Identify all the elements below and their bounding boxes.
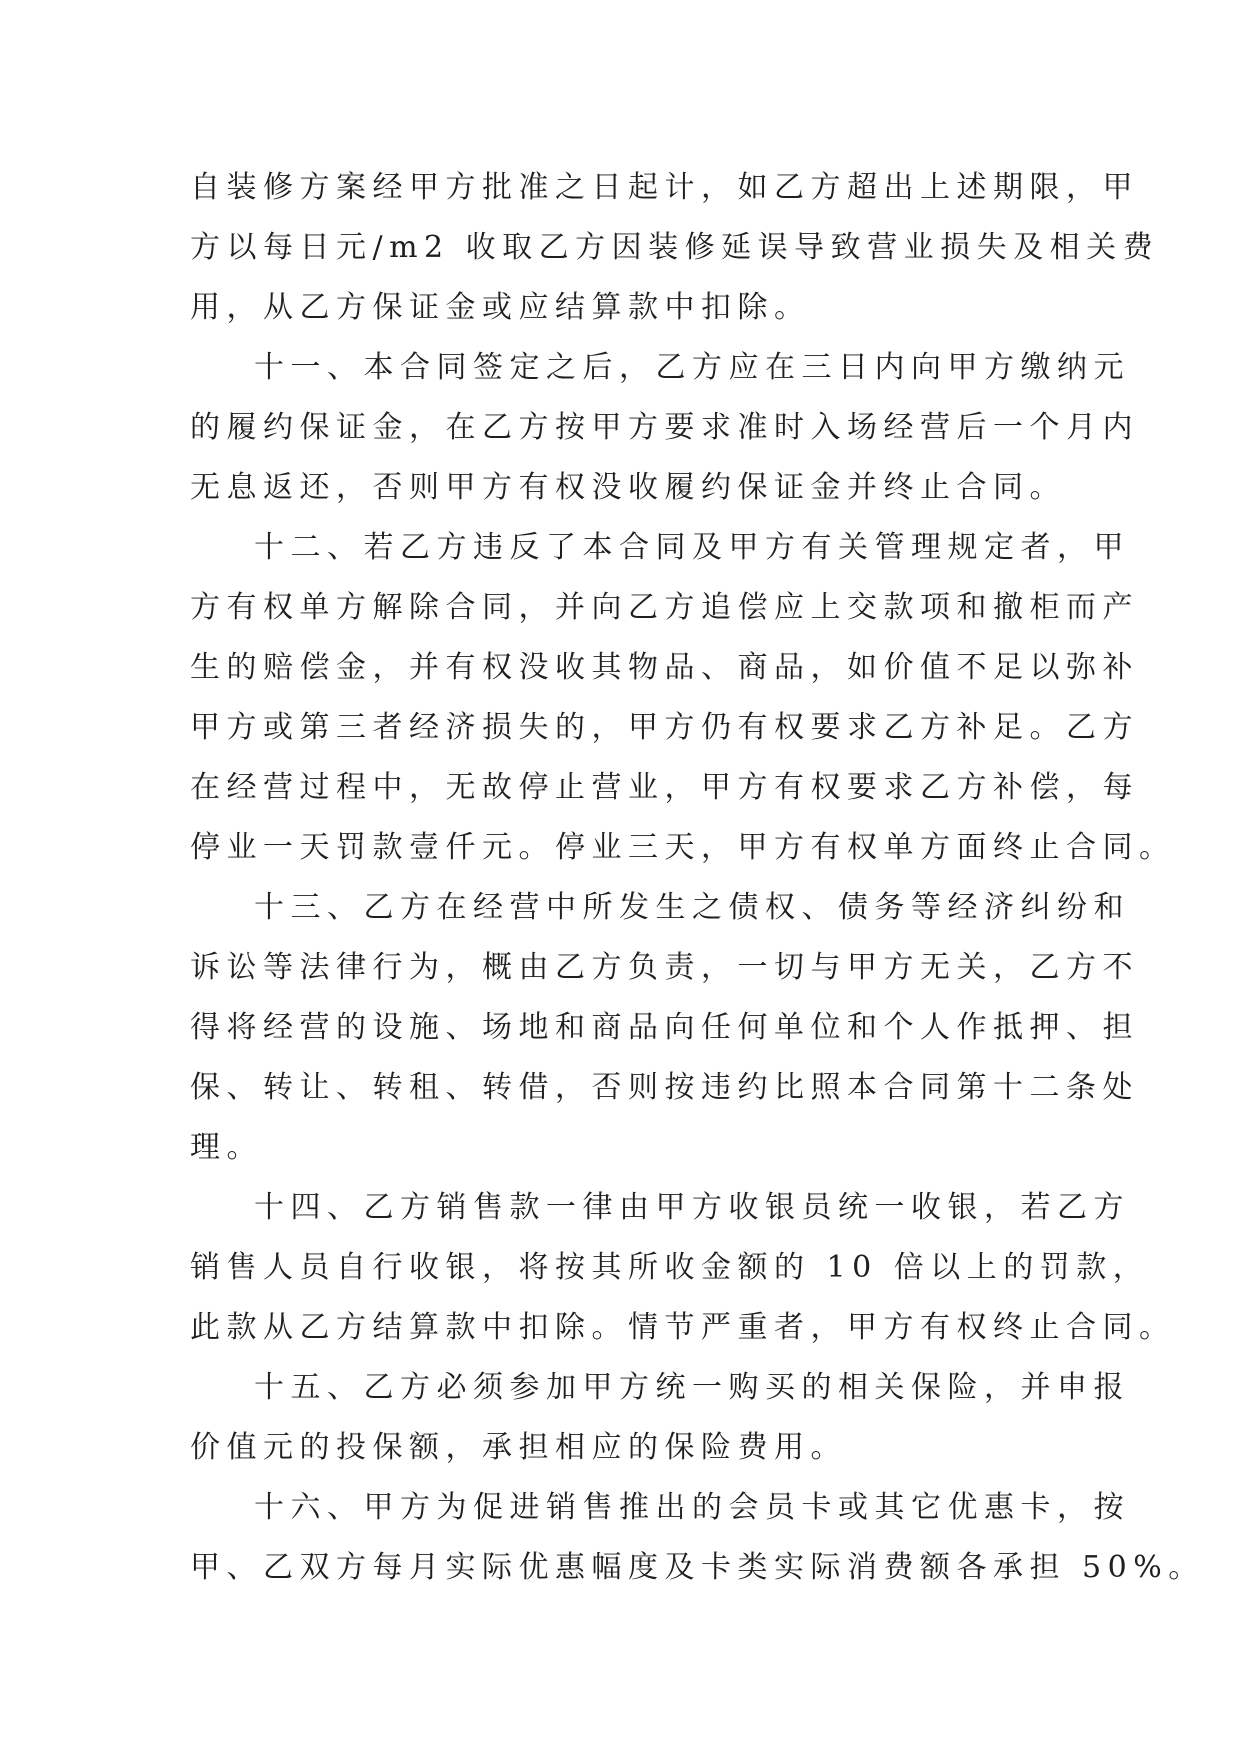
text-line: 甲、乙双方每月实际优惠幅度及卡类实际消费额各承担 50%。 xyxy=(190,1550,1205,1585)
text-line: 保、转让、转租、转借，否则按违约比照本合同第十二条处 xyxy=(190,1070,1139,1105)
clause-15-first-line: 十五、乙方必须参加甲方统一购买的相关保险，并申报 xyxy=(254,1370,1130,1405)
text-line: 得将经营的设施、场地和商品向任何单位和个人作抵押、担 xyxy=(190,1010,1139,1045)
text-line: 用，从乙方保证金或应结算款中扣除。 xyxy=(190,290,811,325)
text-line: 生的赔偿金，并有权没收其物品、商品，如价值不足以弥补 xyxy=(190,650,1139,685)
text-line: 无息返还，否则甲方有权没收履约保证金并终止合同。 xyxy=(190,470,1066,505)
text-line: 停业一天罚款壹仟元。停业三天，甲方有权单方面终止合同。 xyxy=(190,830,1176,865)
clause-11-first-line: 十一、本合同签定之后，乙方应在三日内向甲方缴纳元 xyxy=(254,350,1130,385)
text-line: 在经营过程中，无故停止营业，甲方有权要求乙方补偿，每 xyxy=(190,770,1139,805)
clause-12-first-line: 十二、若乙方违反了本合同及甲方有关管理规定者，甲 xyxy=(254,530,1130,565)
text-line: 方有权单方解除合同，并向乙方追偿应上交款项和撤柜而产 xyxy=(190,590,1139,625)
text-line: 诉讼等法律行为，概由乙方负责，一切与甲方无关，乙方不 xyxy=(190,950,1139,985)
document-body xyxy=(190,158,1205,1598)
text-line: 方以每日元/m2 收取乙方因装修延误导致营业损失及相关费 xyxy=(190,230,1160,265)
text-line: 自装修方案经甲方批准之日起计，如乙方超出上述期限，甲 xyxy=(190,170,1139,205)
text-line: 的履约保证金，在乙方按甲方要求准时入场经营后一个月内 xyxy=(190,410,1139,445)
text-line: 销售人员自行收银，将按其所收金额的 10 倍以上的罚款， xyxy=(190,1250,1150,1285)
clause-14-first-line: 十四、乙方销售款一律由甲方收银员统一收银，若乙方 xyxy=(254,1190,1130,1225)
clause-13-first-line: 十三、乙方在经营中所发生之债权、债务等经济纠纷和 xyxy=(254,890,1130,925)
text-line: 理。 xyxy=(190,1130,263,1165)
text-line: 价值元的投保额，承担相应的保险费用。 xyxy=(190,1430,847,1465)
text-line: 甲方或第三者经济损失的，甲方仍有权要求乙方补足。乙方 xyxy=(190,710,1139,745)
text-line: 此款从乙方结算款中扣除。情节严重者，甲方有权终止合同。 xyxy=(190,1310,1176,1345)
clause-16-first-line: 十六、甲方为促进销售推出的会员卡或其它优惠卡，按 xyxy=(254,1490,1130,1525)
